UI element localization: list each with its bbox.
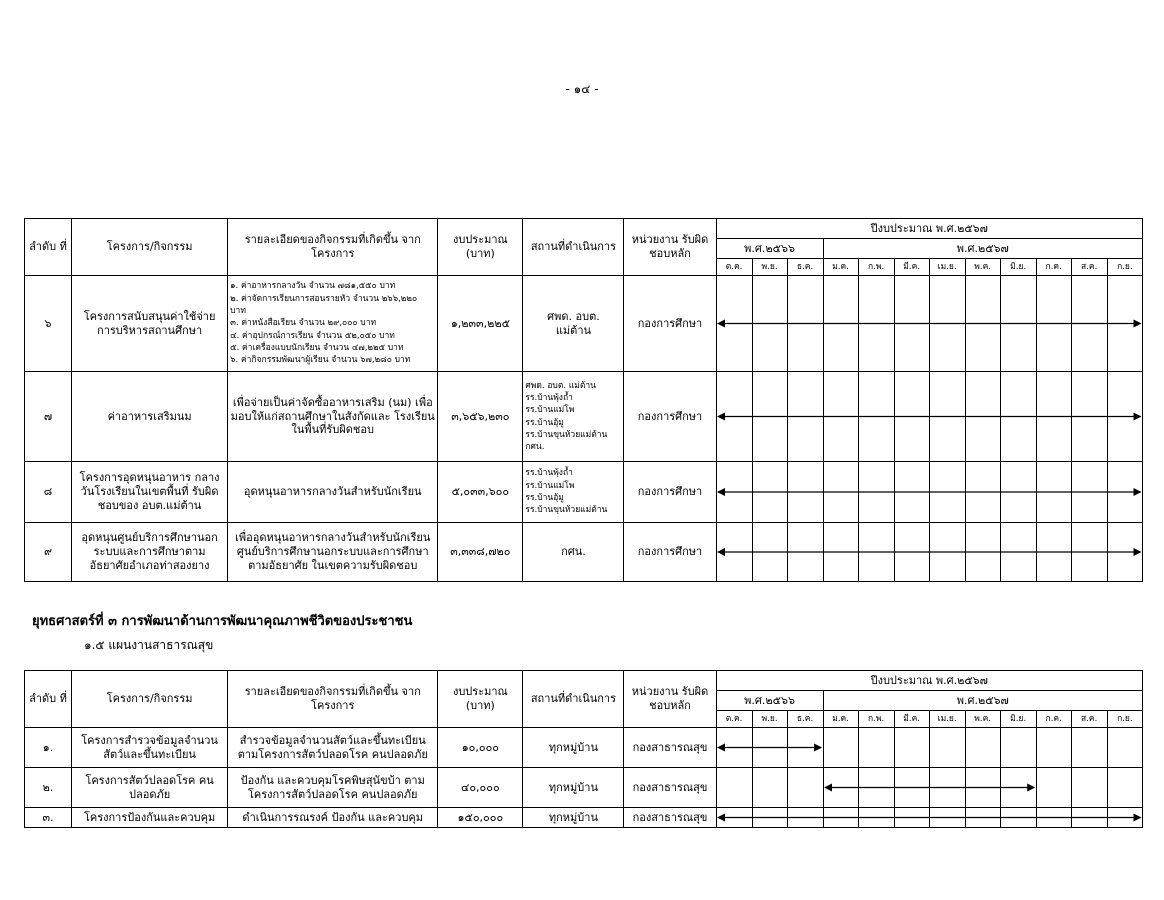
row-details: เพื่ออุดหนุนอาหารกลางวันสำหรับนักเรียน ศูนย์บริการศึกษานอกระบบและการศึกษา ตามอัธยาศัย ในเขตความรับผิดชอบ <box>228 523 438 582</box>
month-header: พ.ย. <box>752 711 787 728</box>
row-agency: กองการศึกษา <box>624 462 716 523</box>
row-agency: กองสาธารณสุข <box>624 728 716 768</box>
row-no: ๘ <box>25 462 72 523</box>
month-header: ม.ค. <box>823 259 858 276</box>
month-header: ธ.ค. <box>787 711 823 728</box>
header-agency: หน่วยงาน รับผิดชอบหลัก <box>624 671 716 728</box>
table-row <box>25 808 1143 828</box>
page-number: - ๑๔ - <box>565 82 599 96</box>
location-line: ศพด. อบต. แม่ต้าน <box>525 380 596 391</box>
month-header: ก.พ. <box>858 711 894 728</box>
month-header: ธ.ค. <box>787 259 823 276</box>
row-budget: ๑,๒๓๓,๒๒๕ <box>438 276 523 372</box>
row-budget: ๑๐,๐๐๐ <box>438 728 523 768</box>
row-location: ทุกหมู่บ้าน <box>523 808 624 828</box>
row-no: ๒. <box>25 768 72 808</box>
month-header: ก.ค. <box>1036 259 1071 276</box>
row-location: ทุกหมู่บ้าน <box>523 728 624 768</box>
row-details: ดำเนินการรณรงค์ ป้องกัน และควบคุม <box>228 808 438 828</box>
header-year-2567: พ.ศ.๒๕๖๗ <box>823 691 1142 711</box>
month-header: ส.ค. <box>1071 259 1107 276</box>
header-project: โครงการ/กิจกรรม <box>72 219 228 276</box>
row-location <box>523 276 624 372</box>
table-row <box>25 462 1143 523</box>
location-line: รร.บ้านแม่โพ <box>525 480 575 491</box>
row-project: ค่าอาหารเสริมนม <box>72 372 228 462</box>
month-header: พ.ค. <box>965 259 1000 276</box>
row-agency: กองการศึกษา <box>624 276 716 372</box>
month-header: ต.ค. <box>716 711 752 728</box>
month-header: ก.ค. <box>1036 711 1071 728</box>
location-line: รร.บ้านขุนห้วยแม่ต้าน <box>525 429 608 440</box>
detail-line: ๕. ค่าเครื่องแบบนักเรียน จำนวน ๔๗,๒๒๕ บาท <box>230 342 404 353</box>
month-header: ก.ย. <box>1107 711 1142 728</box>
location-line: ศพด. อบต. <box>547 309 600 323</box>
row-budget: ๕,๐๓๓,๖๐๐ <box>438 462 523 523</box>
month-header: ต.ค. <box>716 259 752 276</box>
location-line: รร.บ้านอุ้มู <box>525 417 564 428</box>
row-location: กศน. <box>523 523 624 582</box>
header-year-2567: พ.ศ.๒๕๖๗ <box>823 239 1142 259</box>
location-line: แม่ต้าน <box>555 323 592 337</box>
row-location: ทุกหมู่บ้าน <box>523 768 624 808</box>
header-fiscal-year: ปีงบประมาณ พ.ศ.๒๕๖๗ <box>716 219 1142 239</box>
month-header: มี.ค. <box>894 711 929 728</box>
location-line: รร.บ้านอุ้มู <box>525 493 564 503</box>
location-line: รร.บ้านพุ้งถ้ำ <box>525 468 573 479</box>
header-no: ลำดับ ที่ <box>25 219 72 276</box>
month-header: พ.ค. <box>965 711 1000 728</box>
table-row <box>25 276 1143 372</box>
header-details: รายละเอียดของกิจกรรมที่เกิดขึ้น จากโครงการ <box>228 219 438 276</box>
detail-line: ๒. ค่าจัดการเรียนการสอนรายหัว จำนวน ๒๖๖,๒๒๐ บาท <box>230 293 418 317</box>
header-agency: หน่วยงาน รับผิดชอบหลัก <box>624 219 716 276</box>
row-details: ป้องกัน และควบคุมโรคพิษสุนัขบ้า ตาม โครงการสัตว์ปลอดโรค คนปลอดภัย <box>228 768 438 808</box>
location-line: กศน. <box>525 442 545 453</box>
location-line: รร.บ้านขุนห้วยแม่ต้าน <box>525 505 608 516</box>
row-no: ๙ <box>25 523 72 582</box>
month-header: เม.ย. <box>929 711 965 728</box>
header-location: สถานที่ดำเนินการ <box>523 671 624 728</box>
detail-line: ๑. ค่าอาหารกลางวัน จำนวน ๗๘๑,๕๕๐ บาท <box>230 281 396 292</box>
row-details: อุดหนุนอาหารกลางวันสำหรับนักเรียน <box>228 462 438 523</box>
header-location: สถานที่ดำเนินการ <box>523 219 624 276</box>
row-project: โครงการสัตว์ปลอดโรค คนปลอดภัย <box>72 768 228 808</box>
plan-heading: ๑.๕ แผนงานสาธารณสุข <box>84 638 214 652</box>
row-project: โครงการอุดหนุนอาหาร กลางวันโรงเรียนในเขตพื้นที่ รับผิดชอบของ อบต.แม่ต้าน <box>72 462 228 523</box>
row-no: ๑. <box>25 728 72 768</box>
month-header: เม.ย. <box>929 259 965 276</box>
header-year-2566: พ.ศ.๒๕๖๖ <box>716 691 823 711</box>
row-budget: ๓,๖๕๖,๒๓๐ <box>438 372 523 462</box>
row-details: สำรวจข้อมูลจำนวนสัตว์และขึ้นทะเบียน ตามโครงการสัตว์ปลอดโรค คนปลอดภัย <box>228 728 438 768</box>
table-row <box>25 523 1143 582</box>
row-no: ๗ <box>25 372 72 462</box>
month-header: ส.ค. <box>1071 711 1107 728</box>
public-health-plan-table <box>24 670 1143 828</box>
row-details: เพื่อจ่ายเป็นค่าจัดซื้ออาหารเสริม (นม) เพื่อมอบให้แก่สถานศึกษาในสังกัดและ โรงเรียนในพื้นที่รับผิดชอบ <box>228 372 438 462</box>
row-budget: ๓,๓๓๘,๗๒๐ <box>438 523 523 582</box>
row-agency: กองสาธารณสุข <box>624 768 716 808</box>
header-budget: งบประมาณ (บาท) <box>438 671 523 728</box>
strategy-heading: ยุทธศาสตร์ที่ ๓ การพัฒนาด้านการพัฒนาคุณภาพชีวิตของประชาชน <box>32 614 413 629</box>
month-header: มิ.ย. <box>1000 711 1036 728</box>
education-plan-table <box>24 218 1143 582</box>
location-line: รร.บ้านแม่โพ <box>525 405 575 416</box>
month-header: ก.พ. <box>858 259 894 276</box>
row-agency: กองสาธารณสุข <box>624 808 716 828</box>
row-location <box>523 372 624 462</box>
table-row <box>25 768 1143 808</box>
table-row <box>25 728 1143 768</box>
month-header: มี.ค. <box>894 259 929 276</box>
row-no: ๖ <box>25 276 72 372</box>
row-project: โครงการสนับสนุนค่าใช้จ่าย การบริหารสถานศึกษา <box>72 276 228 372</box>
detail-line: ๔. ค่าอุปกรณ์การเรียน จำนวน ๕๒,๐๕๐ บาท <box>230 330 395 341</box>
row-details <box>228 276 438 372</box>
row-budget: ๑๕๐,๐๐๐ <box>438 808 523 828</box>
row-no: ๓. <box>25 808 72 828</box>
row-project: โครงการสำรวจข้อมูลจำนวน สัตว์และขึ้นทะเบียน <box>72 728 228 768</box>
detail-line: ๖. ค่ากิจกรรมพัฒนาผู้เรียน จำนวน ๖๗,๒๘๐ บาท <box>230 355 411 366</box>
row-budget: ๔๐,๐๐๐ <box>438 768 523 808</box>
row-agency: กองการศึกษา <box>624 372 716 462</box>
month-header: ก.ย. <box>1107 259 1142 276</box>
month-header: มิ.ย. <box>1000 259 1036 276</box>
month-header: ม.ค. <box>823 711 858 728</box>
row-location <box>523 462 624 523</box>
row-project: อุดหนุนศูนย์บริการศึกษานอก ระบบและการศึกษาตาม อัธยาศัยอำเภอท่าสองยาง <box>72 523 228 582</box>
header-project: โครงการ/กิจกรรม <box>72 671 228 728</box>
row-agency: กองการศึกษา <box>624 523 716 582</box>
header-details: รายละเอียดของกิจกรรมที่เกิดขึ้น จากโครงการ <box>228 671 438 728</box>
detail-line: ๓. ค่าหนังสือเรียน จำนวน ๒๙,๐๐๐ บาท <box>230 318 377 329</box>
header-fiscal-year: ปีงบประมาณ พ.ศ.๒๕๖๗ <box>716 671 1142 691</box>
location-line: รร.บ้านพุ้งถ้ำ <box>525 392 573 403</box>
header-budget: งบประมาณ (บาท) <box>438 219 523 276</box>
row-project: โครงการป้องกันและควบคุม <box>72 808 228 828</box>
header-no: ลำดับ ที่ <box>25 671 72 728</box>
month-header: พ.ย. <box>752 259 787 276</box>
header-year-2566: พ.ศ.๒๕๖๖ <box>716 239 823 259</box>
table-row <box>25 372 1143 462</box>
